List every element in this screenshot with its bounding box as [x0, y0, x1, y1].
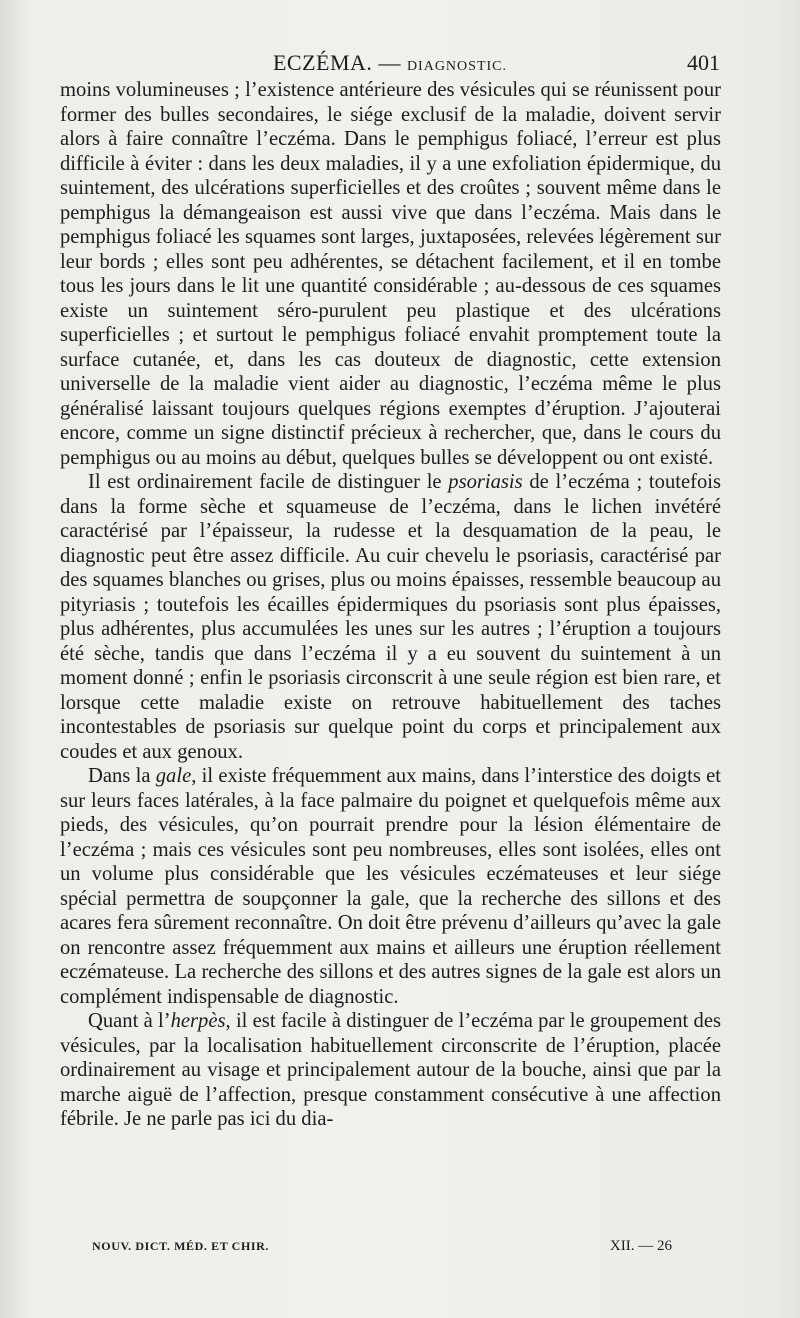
body-paragraph [60, 78, 721, 470]
text-run: Quant à l’ [88, 1010, 171, 1032]
page-footer [92, 1234, 672, 1258]
footer-signature: NOUV. DICT. MÉD. ET CHIR. [92, 1239, 270, 1253]
italic-term: psoriasis [448, 471, 523, 493]
running-title: ECZÉMA. [272, 50, 373, 75]
text-run: , il existe fréquemment aux mains, dans l’interstice des doigts et sur leurs faces latérales, à la face palmaire du poignet et quelquefois même aux pieds, des vésicules, qu’on pourrait prendre pour la lésion élémentaire de l’eczéma ; mais ces vésicules sont peu nombreuses, elles sont isolées, elles ont un volume plus considérable que les vésicules eczémateuses et leur siége spécial permettra de soupçonner la gale, que la recherche des sillons et des acares fera sûrement reconnaître. On doit être prévenu d’ailleurs qu’avec la gale on rencontre assez fréquemment aux mains et ailleurs une éruption réellement eczémateuse. La recherche des sillons et des autres signes de la gale est alors un complément indispensable de diagnostic. [60, 765, 721, 1008]
italic-term: gale [155, 765, 192, 787]
title-separator: — [378, 50, 401, 75]
body-paragraph [60, 764, 721, 1009]
running-title-line [60, 48, 720, 82]
text-run: Dans la [88, 765, 156, 787]
text-run: , il est facile à distinguer de l’eczéma par le groupement des vésicules, par la localisation habituellement circonscrite de l’éruption, placée ordinairement au visage et principalement autour de la bouche, ainsi que par la marche aiguë de l’affection, presque constamment consécutive à une affection fébrile. Je ne parle pas ici du dia- [60, 1010, 721, 1130]
body-paragraph [60, 1009, 721, 1132]
body-text [60, 78, 721, 1132]
running-header [60, 48, 720, 78]
text-run: Il est ordinairement facile de distinguer le [88, 471, 449, 493]
body-paragraph [60, 470, 721, 764]
page-number: 401 [687, 50, 720, 75]
text-run: de l’eczéma ; toutefois dans la forme sèche et squameuse de l’eczéma, dans le lichen invétéré caractérisé par l’épaisseur, la rudesse et la desquamation de la peau, le diagnostic peut être assez difficile. Au cuir chevelu le psoriasis, caractérisé par des squames blanches ou grises, plus ou moins épaisses, ressemble beaucoup au pityriasis ; toutefois les écailles épidermiques du psoriasis sont plus épaisses, plus adhérentes, plus accumulées les unes sur les autres ; l’éruption a toujours été sèche, tandis que dans l’eczéma il y a eu souvent du suintement à un moment donné ; enfin le psoriasis circonscrit à une seule région est bien rare, et lorsque cette maladie existe on retrouve habituellement des taches incontestables de psoriasis sur quelque point du corps et principalement aux coudes et aux genoux. [60, 471, 722, 763]
text-run: moins volumineuses ; l’existence antérieure des vésicules qui se réunissent pour former des bulles secondaires, le siége exclusif de la maladie, doivent servir alors à faire connaître l’eczéma. Dans le pemphigus foliacé, l’erreur est plus difficile à éviter : dans les deux maladies, il y a une exfoliation épidermique, du suintement, des ulcérations superficielles et des croûtes ; souvent même dans le pemphigus la démangeaison est aussi vive que dans l’eczéma. Mais dans le pemphigus foliacé les squames sont larges, juxtaposées, relevées légèrement sur leur bords ; elles sont peu adhérentes, se détachent facilement, et il en tombe tous les jours dans le lit une quantité considérable ; au-dessous de ces squames existe un suintement séro-purulent peu plastique et des ulcérations superficielles ; et surtout le pemphigus foliacé envahit promptement toute la surface cutanée, et, dans les cas douteux de diagnostic, cette extension universelle de la maladie vient aider au diagnostic, l’eczéma même le plus généralisé laissant toujours quelques régions exemptes d’éruption. J’ajouterai encore, comme un signe distinctif précieux à rechercher, que, dans le cours du pemphigus ou au moins au début, quelques bulles se développent ou ont existé. [60, 79, 721, 469]
footer-volume-mark: XII. — 26 [609, 1238, 672, 1254]
italic-term: herpès [170, 1010, 226, 1032]
running-subtitle: DIAGNOSTIC. [406, 59, 507, 74]
